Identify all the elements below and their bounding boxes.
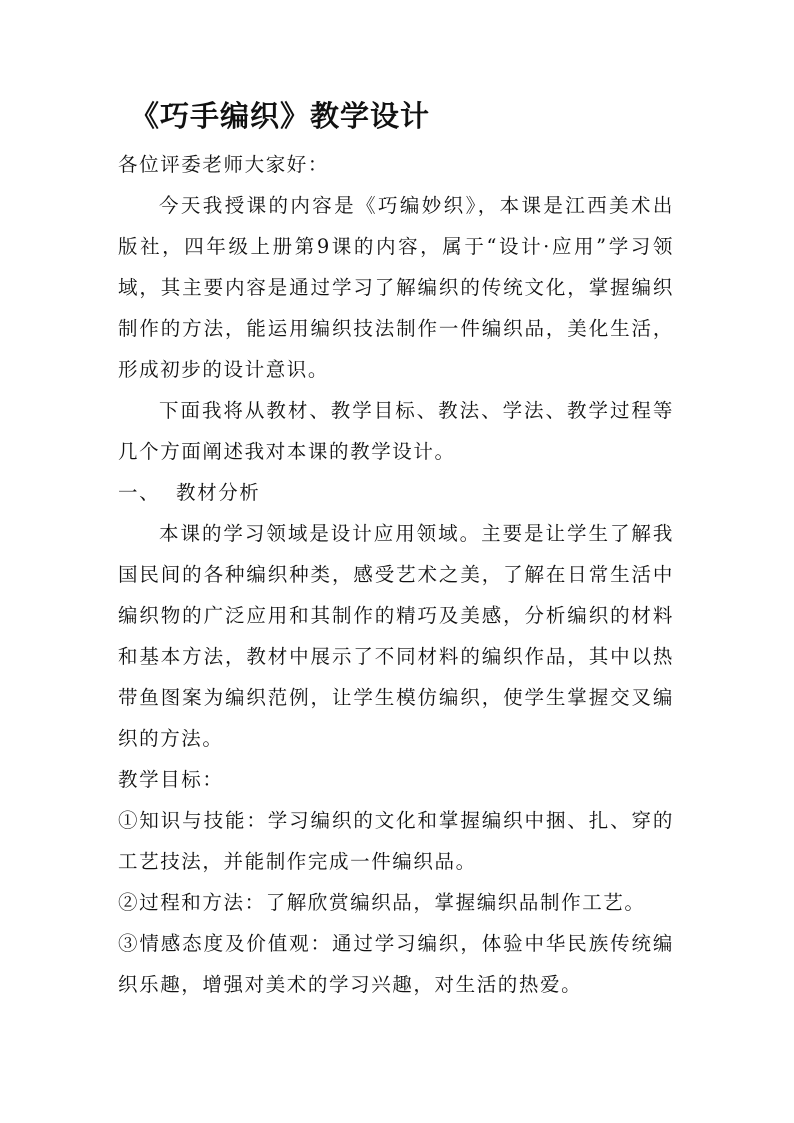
teaching-material-paragraph: 本课的学习领域是设计应用领域。主要是让学生了解我国民间的各种编织种类，感受艺术之美，了解在日常生活中编织物的广泛应用和其制作的精巧及美感，分析编织的材料和基本方法，教材中展示了不同材料的编织作品，其中以热带鱼图案为编织范例，让学生模仿编织，使学生掌握交叉编织的方法。	[118, 522, 674, 750]
objective-item-process: ②过程和方法：了解欣赏编织品，掌握编织品制作工艺。	[118, 891, 646, 914]
objective-item-attitude: ③情感态度及价值观：通过学习编织，体验中华民族传统编织乐趣，增强对美术的学习兴趣，对生活的热爱。	[118, 932, 674, 996]
objectives-heading: 教学目标：	[118, 768, 224, 791]
section-heading-text: 教材分析	[176, 481, 261, 504]
document-body	[118, 144, 674, 1005]
section-heading-teaching-material	[118, 472, 674, 513]
intro-paragraph: 今天我授课的内容是《巧编妙织》，本课是江西美术出版社，四年级上册第9课的内容，属于“设计·应用”学习领域，其主要内容是通过学习了解编织的传统文化，掌握编织制作的方法，能运用编织技法制作一件编织品，美化生活，形成初步的设计意识。	[118, 194, 674, 381]
greeting-line: 各位评委老师大家好：	[118, 153, 330, 176]
section-number: 一、	[118, 481, 161, 504]
objective-item-knowledge: ①知识与技能：学习编织的文化和掌握编织中捆、扎、穿的工艺技法，并能制作完成一件编织品。	[118, 809, 674, 873]
document-title: 《巧手编织》教学设计	[130, 99, 431, 133]
outline-paragraph: 下面我将从教材、教学目标、教法、学法、教学过程等几个方面阐述我对本课的教学设计。	[118, 399, 674, 463]
